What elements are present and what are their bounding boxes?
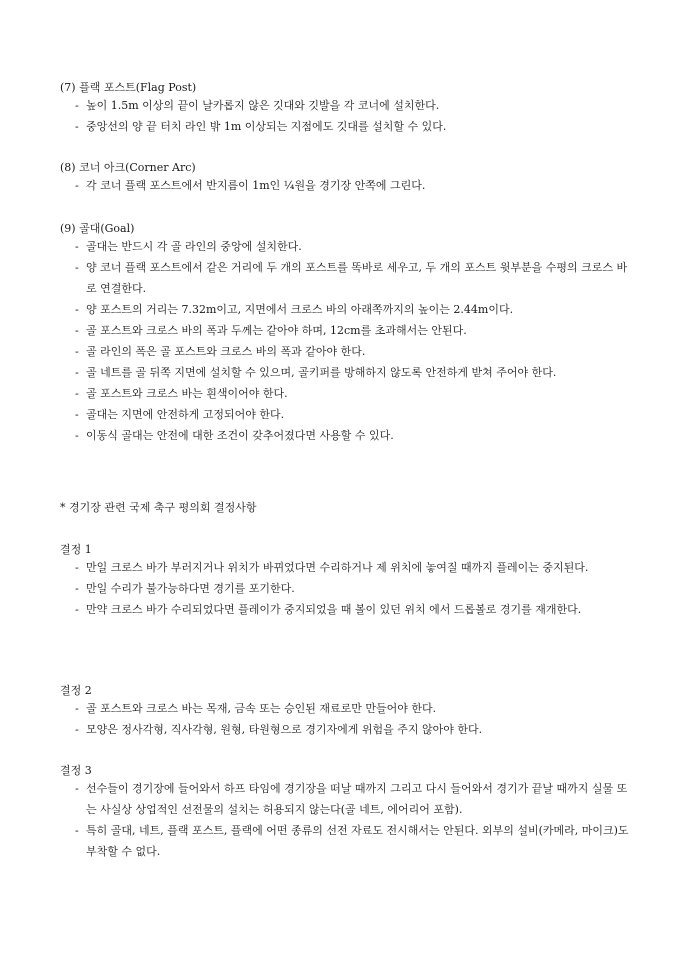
list-item-text: 중앙선의 양 끝 터치 라인 밖 1m 이상되는 지점에도 깃대를 설치할 수 있다. [86, 120, 447, 133]
list-item-text: 골 라인의 폭은 골 포스트와 크로스 바의 폭과 같아야 한다. [86, 345, 366, 358]
section-heading: 결정 2 [60, 684, 92, 697]
list-item: - 만일 크로스 바가 부러지거나 위치가 바뀌었다면 수리하거나 제 위치에 놓여질 때까지 플레이는 중지된다. [75, 561, 589, 574]
list-item-text: 이동식 골대는 안전에 대한 조건이 갖추어졌다면 사용할 수 있다. [86, 429, 394, 442]
list-item-text: 골대는 지면에 안전하게 고정되어야 한다. [86, 408, 285, 421]
section-flag-post [60, 80, 630, 137]
list-item-text: 양 포스트의 거리는 7.32m이고, 지면에서 크로스 바의 아래쪽까지의 높이는 2.44m이다. [86, 303, 514, 316]
list-item: - 골 포스트와 크로스 바는 목재, 금속 또는 승인된 재료로만 만들어야 한다. [75, 702, 437, 715]
list-item-text: 골 포스트와 크로스 바는 목재, 금속 또는 승인된 재료로만 만들어야 한다. [86, 702, 437, 715]
section-heading: 결정 1 [60, 543, 92, 556]
list-item: - 만일 수리가 불가능하다면 경기를 포기한다. [75, 582, 295, 595]
section-heading: (8) 코너 아크(Corner Arc) [60, 161, 196, 174]
section-heading: (7) 플랙 포스트(Flag Post) [60, 81, 197, 94]
list-item: - 골 라인의 폭은 골 포스트와 크로스 바의 폭과 같아야 한다. [75, 345, 366, 358]
list-item: - 골 포스트와 크로스 바의 폭과 두께는 같아야 하며, 12cm를 초과해서는 안된다. [75, 324, 467, 337]
section-corner-arc [60, 160, 630, 196]
section-decision-3 [60, 763, 630, 862]
list-item: - 양 코너 플랙 포스트에서 같은 거리에 두 개의 포스트를 똑바로 세우고, 두 개의 포스트 윗부분을 수평의 크로스 바로 연결한다. [75, 261, 628, 295]
list-item: - 골 포스트와 크로스 바는 흰색이어야 한다. [75, 387, 288, 400]
list-item-text: 양 코너 플랙 포스트에서 같은 거리에 두 개의 포스트를 똑바로 세우고, 두 개의 포스트 윗부분을 수평의 크로스 바로 연결한다. [86, 261, 628, 295]
list-item-text: 높이 1.5m 이상의 끝이 날카롭지 않은 깃대와 깃발을 각 코너에 설치한다. [86, 99, 440, 112]
list-item: - 골대는 반드시 각 골 라인의 중앙에 설치한다. [75, 240, 302, 253]
list-item-text: 골 네트를 골 뒤쪽 지면에 설치할 수 있으며, 골키퍼를 방해하지 않도록 안전하게 받쳐 주어야 한다. [86, 366, 557, 379]
section-heading: (9) 골대(Goal) [60, 222, 135, 235]
list-item: - 골 네트를 골 뒤쪽 지면에 설치할 수 있으며, 골키퍼를 방해하지 않도록 안전하게 받쳐 주어야 한다. [75, 366, 557, 379]
list-item-text: 만일 수리가 불가능하다면 경기를 포기한다. [86, 582, 295, 595]
list-item-text: 골대는 반드시 각 골 라인의 중앙에 설치한다. [86, 240, 302, 253]
list-item-text: 골 포스트와 크로스 바의 폭과 두께는 같아야 하며, 12cm를 초과해서는 안된다. [86, 324, 467, 337]
list-item: - 양 포스트의 거리는 7.32m이고, 지면에서 크로스 바의 아래쪽까지의 높이는 2.44m이다. [75, 303, 514, 316]
list-item: - 각 코너 플랙 포스트에서 반지름이 1m인 ¼원을 경기장 안쪽에 그린다. [75, 179, 426, 192]
section-goal [60, 221, 630, 446]
list-item-text: 만일 크로스 바가 부러지거나 위치가 바뀌었다면 수리하거나 제 위치에 놓여질 때까지 플레이는 중지된다. [86, 561, 589, 574]
section-heading: 결정 3 [60, 764, 92, 777]
list-item: - 만약 크로스 바가 수리되었다면 플레이가 중지되었을 때 볼이 있던 위치 에서 드롭볼로 경기를 재개한다. [75, 603, 582, 616]
list-item-text: 각 코너 플랙 포스트에서 반지름이 1m인 ¼원을 경기장 안쪽에 그린다. [86, 179, 426, 192]
section-ifab-decisions [60, 500, 630, 515]
list-item-text: 특히 골대, 네트, 플랙 포스트, 플랙에 어떤 종류의 선전 자료도 전시해서는 안된다. 외부의 설비(카메라, 마이크)도 부착할 수 없다. [86, 824, 629, 858]
section-decision-1 [60, 542, 630, 620]
list-item: - 특히 골대, 네트, 플랙 포스트, 플랙에 어떤 종류의 선전 자료도 전시해서는 안된다. 외부의 설비(카메라, 마이크)도 부착할 수 없다. [75, 824, 629, 858]
list-item: - 이동식 골대는 안전에 대한 조건이 갖추어졌다면 사용할 수 있다. [75, 429, 394, 442]
list-item: - 골대는 지면에 안전하게 고정되어야 한다. [75, 408, 285, 421]
list-item: - 높이 1.5m 이상의 끝이 날카롭지 않은 깃대와 깃발을 각 코너에 설치한다. [75, 99, 440, 112]
list-item: - 중앙선의 양 끝 터치 라인 밖 1m 이상되는 지점에도 깃대를 설치할 수 있다. [75, 120, 447, 133]
list-item: - 선수들이 경기장에 들어와서 하프 타임에 경기장을 떠날 때까지 그리고 다시 들어와서 경기가 끝날 때까지 실물 또는 사실상 상업적인 선전물의 설치는 허용되지 않는다(골 네트, 에어리어 포함). [75, 782, 628, 816]
section-heading: * 경기장 관련 국제 축구 평의회 결정사항 [60, 501, 257, 514]
list-item-text: 만약 크로스 바가 수리되었다면 플레이가 중지되었을 때 볼이 있던 위치 에서 드롭볼로 경기를 재개한다. [86, 603, 582, 616]
list-item: - 모양은 정사각형, 직사각형, 원형, 타원형으로 경기자에게 위험을 주지 않아야 한다. [75, 723, 483, 736]
section-decision-2 [60, 683, 630, 740]
list-item-text: 모양은 정사각형, 직사각형, 원형, 타원형으로 경기자에게 위험을 주지 않아야 한다. [86, 723, 483, 736]
list-item-text: 골 포스트와 크로스 바는 흰색이어야 한다. [86, 387, 288, 400]
list-item-text: 선수들이 경기장에 들어와서 하프 타임에 경기장을 떠날 때까지 그리고 다시 들어와서 경기가 끝날 때까지 실물 또는 사실상 상업적인 선전물의 설치는 허용되지 않는다(골 네트, 에어리어 포함). [86, 782, 628, 816]
